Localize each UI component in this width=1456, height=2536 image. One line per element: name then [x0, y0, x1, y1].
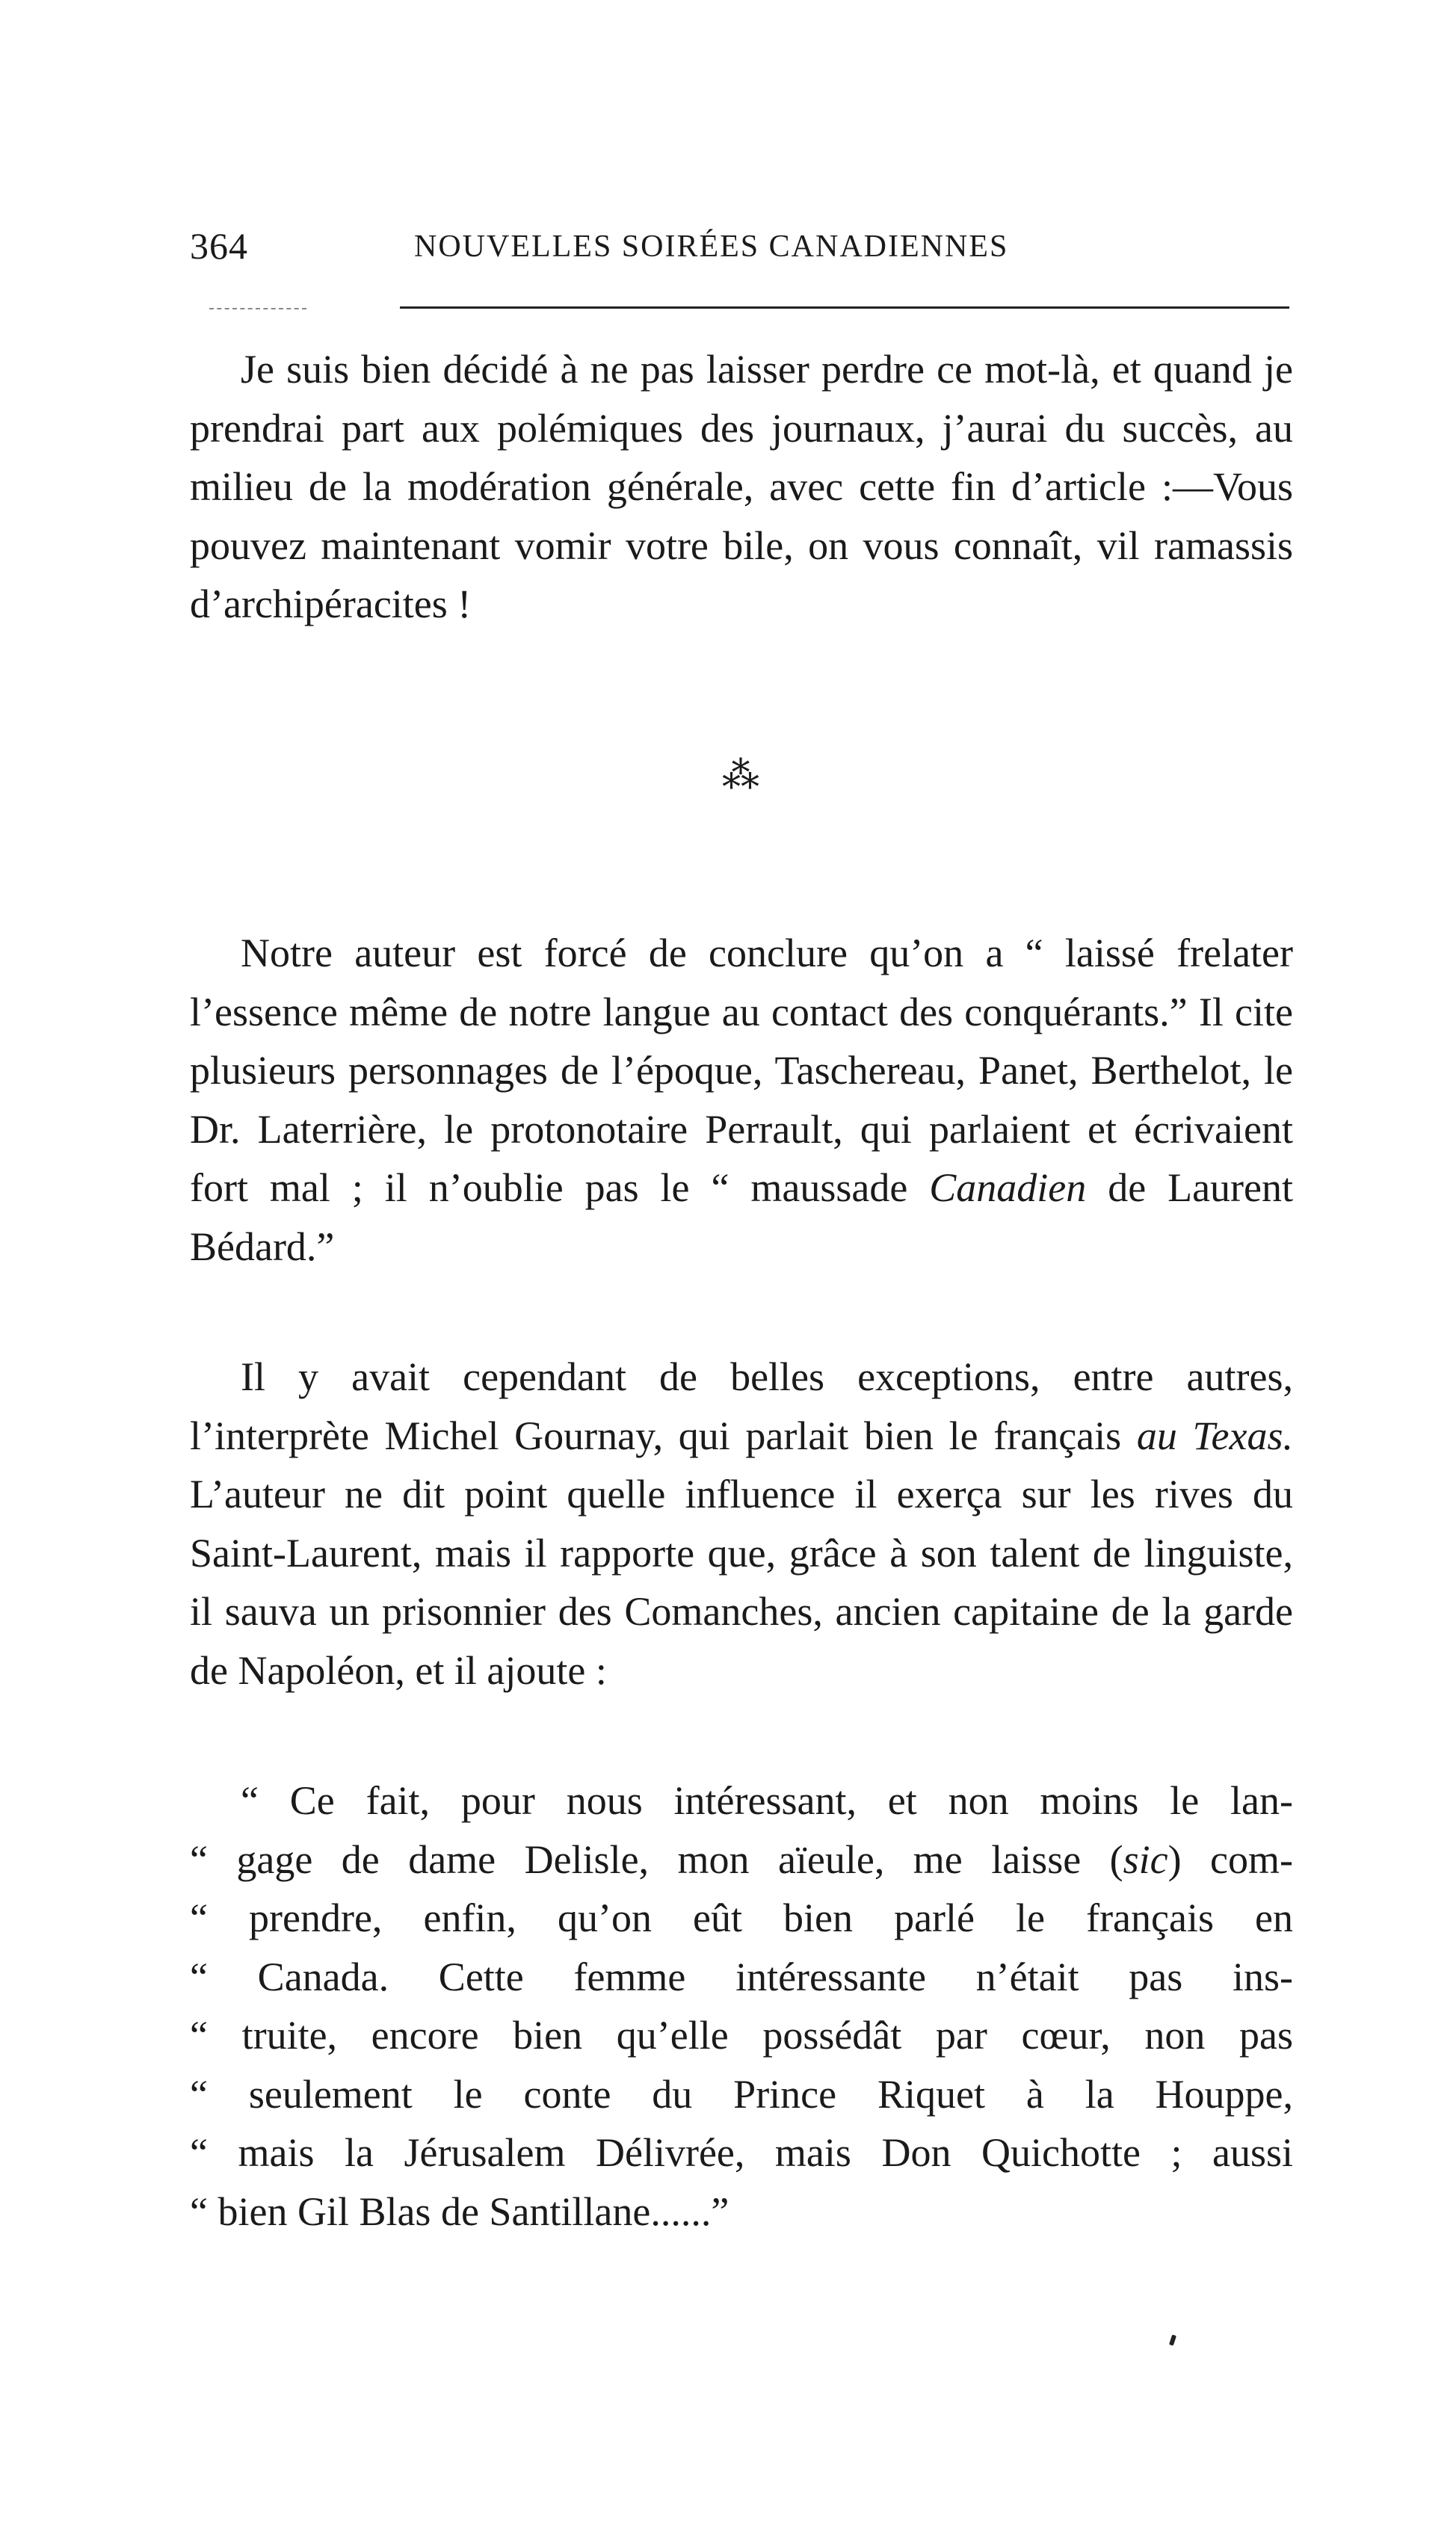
quote-line: “ Ce fait, pour nous intéressant, et non moins le lan-	[241, 1778, 1293, 1823]
italic-sic: sic	[1123, 1836, 1168, 1882]
quote-line-text-end: ) com-	[1167, 1836, 1293, 1882]
quote-line: “ truite, encore bien qu’elle possédât par cœur, non pas	[190, 2013, 1293, 2058]
paragraph-3	[190, 1348, 1293, 1700]
ink-speck	[1169, 2334, 1176, 2345]
quote-line: “ mais la Jérusalem Délivrée, mais Don Quichotte ; aussi	[190, 2130, 1293, 2175]
quote-line: “ Canada. Cette femme intéressante n’était pas ins-	[190, 1954, 1293, 1999]
paragraph-3-text: Il y avait cependant de belles exceptions, entre autres, l’interprète Michel Gournay, qui parlait bien le français	[190, 1354, 1293, 1458]
quote-line: “ prendre, enfin, qu’on eût bien parlé le français en	[190, 1895, 1293, 1940]
quote-line: “ seulement le conte du Prince Riquet à la Houppe,	[190, 2071, 1293, 2117]
running-head	[190, 224, 1296, 284]
asterism-ornament: ⁂	[722, 753, 761, 796]
body-text	[190, 340, 1293, 2241]
running-title: NOUVELLES SOIRÉES CANADIENNES	[414, 229, 1009, 264]
italic-au-texas: au Texas.	[1136, 1413, 1293, 1458]
page-number: 364	[190, 225, 248, 267]
quote-line: “ bien Gil Blas de Santillane......”	[190, 2188, 729, 2234]
header-rule	[400, 306, 1289, 309]
paragraph-2-text: Notre auteur est forcé de conclure qu’on a “ laissé frelater l’essence même de notre langue au contact des conquérants.” Il cite plusieurs personnages de l’époque, Taschereau, Panet, Berthelot, le Dr. Laterrière, le protonotaire Perrault, qui parlaient et écrivaient fort mal ; il n’oublie pas le “ maussade	[190, 931, 1293, 1210]
paragraph-3-text-end: L’auteur ne dit point quelle influence il exerça sur les rives du Saint-Laurent, mais il rapporte que, grâce à son talent de linguiste, il sauva un prisonnier des Comanches, ancien capitaine de la garde de Napoléon, et il ajoute :	[190, 1472, 1293, 1693]
quote-line	[190, 1830, 1293, 1889]
header-rule-short	[209, 308, 306, 309]
paragraph-2	[190, 924, 1293, 1276]
quote-line-text: “ gage de dame Delisle, mon aïeule, me laisse (	[190, 1836, 1123, 1882]
italic-title-canadien: Canadien	[929, 1165, 1087, 1210]
paragraph-1: Je suis bien décidé à ne pas laisser perdre ce mot-là, et quand je prendrai part aux polémiques des journaux, j’aurai du succès, au milieu de la modération générale, avec cette fin d’article :—Vous pouvez maintenant vomir votre bile, on vous connaît, vil ramassis d’archipéracites !	[190, 347, 1293, 626]
paragraph-2-text-end: de Laurent Bédard.”	[190, 1165, 1294, 1269]
block-quote	[190, 1771, 1293, 2241]
